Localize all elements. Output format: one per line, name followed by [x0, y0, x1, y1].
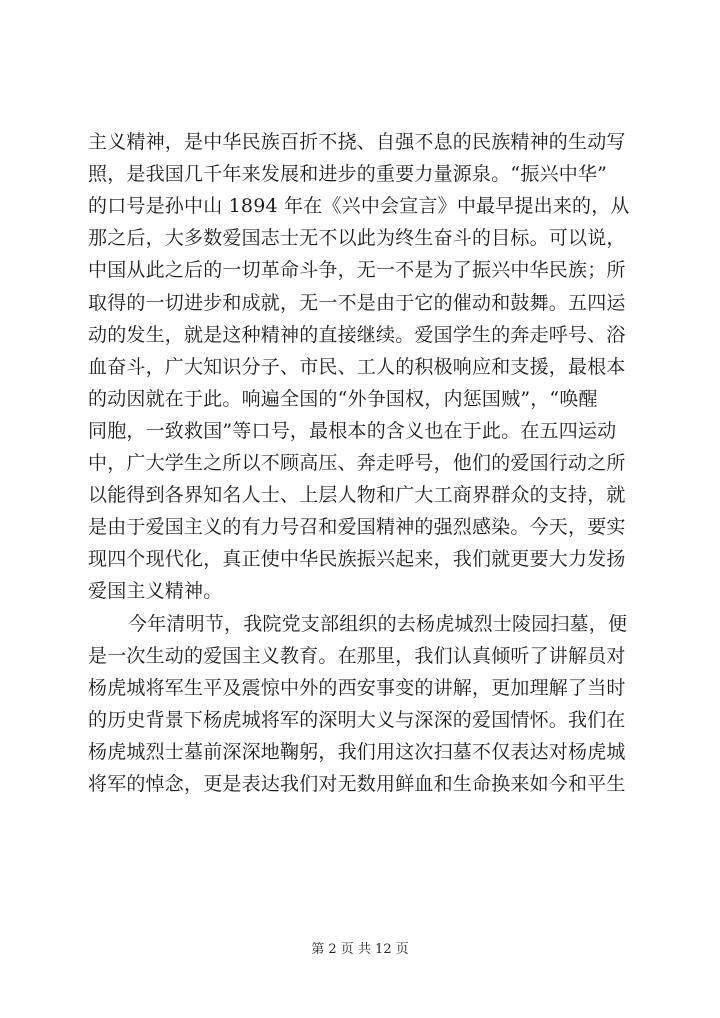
text-line: 主义精神，是中华民族百折不挠、自强不息的民族精神的生动写 [88, 131, 626, 153]
text-line: 今年清明节，我院党支部组织的去杨虎城烈士陵园扫墓，便 [128, 612, 628, 635]
text-line: 将军的悼念，更是表达我们对无数用鲜血和生命换来如今和平生 [88, 773, 626, 795]
text-line: 现四个现代化，真正使中华民族振兴起来，我们就更要大力发扬 [88, 548, 626, 571]
text-line: 爱国主义精神。 [88, 580, 223, 603]
text-line: 的口号是孙中山 1894 年在《兴中会宣言》中最早提出来的，从 [88, 195, 630, 218]
text-line: 血奋斗，广大知识分子、市民、工人的积极响应和支援，最根本 [88, 355, 626, 378]
text-line: 杨虎城将军生平及震惊中外的西安事变的讲解，更加理解了当时 [88, 676, 626, 699]
text-line: 杨虎城烈士墓前深深地鞠躬，我们用这次扫墓不仅表达对杨虎城 [88, 740, 626, 763]
text-line: 的历史背景下杨虎城将军的深明大义与深深的爱国情怀。我们在 [88, 708, 626, 731]
text-line: 的动因就在于此。响遍全国的“外争国权，内惩国贼”，“唤醒 [88, 387, 598, 410]
text-line: 是由于爱国主义的有力号召和爱国精神的强烈感染。今天，要实 [88, 516, 626, 539]
text-line: 照，是我国几千年来发展和进步的重要力量源泉。“振兴中华” [88, 163, 608, 186]
text-line: 取得的一切进步和成就，无一不是由于它的催动和鼓舞。五四运 [88, 291, 626, 314]
text-line: 中，广大学生之所以不顾高压、奔走呼号，他们的爱国行动之所 [88, 452, 626, 474]
text-line: 是一次生动的爱国主义教育。在那里，我们认真倾听了讲解员对 [88, 644, 626, 667]
text-line: 以能得到各界知名人士、上层人物和广大工商界群众的支持，就 [88, 484, 626, 507]
text-line: 同胞，一致救国”等口号，最根本的含义也在于此。在五四运动 [88, 419, 617, 442]
text-line: 中国从此之后的一切革命斗争，无一不是为了振兴中华民族；所 [88, 259, 626, 282]
text-line: 那之后，大多数爱国志士无不以此为终生奋斗的目标。可以说， [88, 227, 626, 250]
text-line: 动的发生，就是这种精神的直接继续。爱国学生的奔走呼号、浴 [88, 323, 626, 346]
page-footer: 第 2 页 共 12 页 [311, 942, 409, 957]
